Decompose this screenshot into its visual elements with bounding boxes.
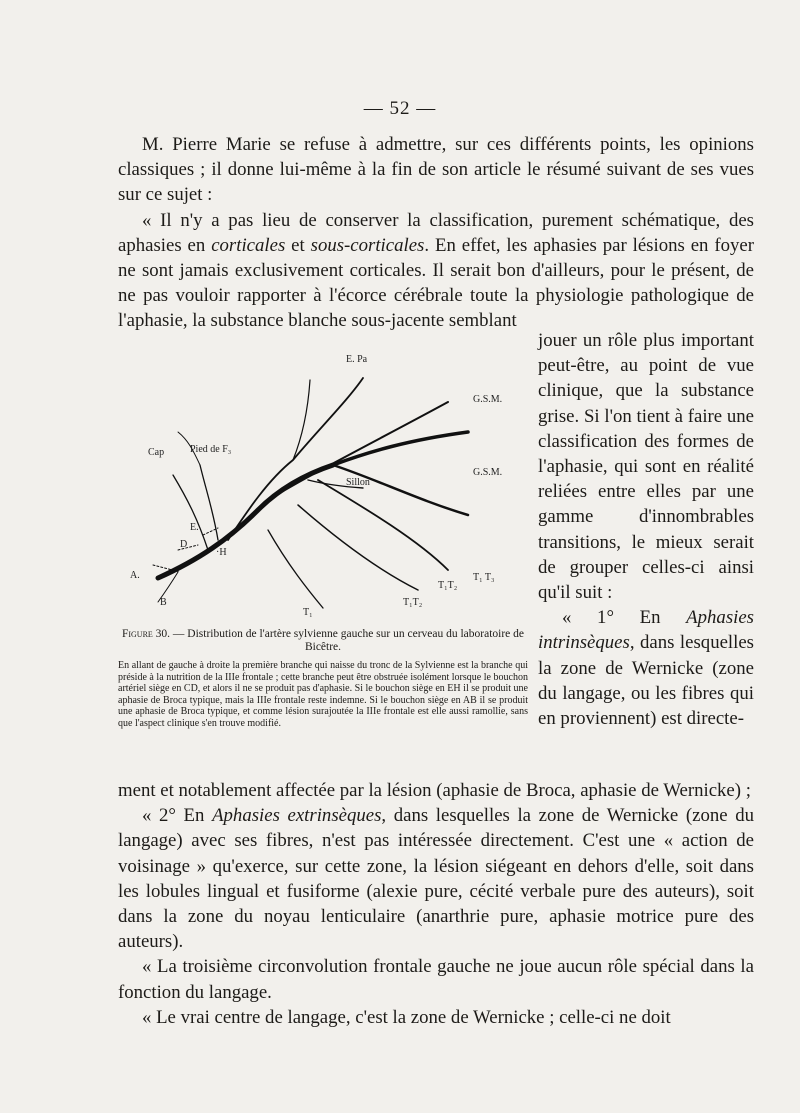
text-block-bottom bbox=[118, 778, 754, 1030]
label-gsm-lower: G.S.M. bbox=[473, 467, 503, 478]
paragraph-1: M. Pierre Marie se refuse à admettre, sur ces différents points, les opinions classiques ; il donne lui-même à la fin de son article le résumé suivant de ses vues sur ce sujet : bbox=[118, 134, 754, 206]
column-paragraph-b-post: , dans lesquelles la zone de Wernicke (zone du langage, ou les fibres qui en proviennent) est directe- bbox=[538, 632, 754, 730]
paragraph-4 bbox=[118, 803, 754, 954]
label-e: E. bbox=[190, 522, 199, 533]
paragraph-4-post: , dans lesquelles la zone de Wernicke (zone du langage) avec ses fibres, n'est pas intéressée directement. C'est une « action de voisinage » qu'exerce, sur cette zone, la lésion siégeant en dehors d'elle, soit dans les lobules lingual et fusiforme (alexie pure, cécité verbale pure des auteurs), soit dans la zone du noyau lenticulaire (anarthrie pure, aphasie motrice pure des auteurs). bbox=[118, 805, 754, 953]
paragraph-6: « Le vrai centre de langage, c'est la zone de Wernicke ; celle-ci ne doit bbox=[142, 1006, 671, 1028]
paragraph-3: ment et notablement affectée par la lésion (aphasie de Broca, aphasie de Wernicke) ; bbox=[118, 780, 751, 801]
label-b: B bbox=[160, 597, 167, 608]
term-aphasies-extrinseques: Aphasies extrinsèques bbox=[212, 805, 382, 827]
label-gsm-upper: G.S.M. bbox=[473, 394, 503, 405]
label-t1: T₁ bbox=[303, 607, 313, 618]
column-paragraph-b bbox=[538, 605, 754, 731]
text-block-top bbox=[118, 132, 754, 334]
paragraph-2-part-a: « Il n'y a pas lieu de conserver la classification, purement schématique, des aphasies en bbox=[118, 209, 754, 256]
column-paragraph-b-pre: « 1° En bbox=[562, 607, 687, 629]
term-corticales: corticales bbox=[211, 234, 286, 256]
figure-legend: En allant de gauche à droite la première branche qui naisse du tronc de la Sylvienne est la branche qui préside à la nutrition de la IIIe frontale ; cette branche peut être obstruée isolément lorsque le bouchon artériel siège en CD, et alors il ne se produit pas d'aphasie. Si le bouchon siège en EH il se produit une aphasie de Broca typique, mais la IIIe frontale reste indemne. Si le bouchon siège en AB il se produit une aphasie de Broca typique, et comme lésion surajoutée la IIIe frontale est elle aussi ramollie, sans que l'aspect clinique s'en trouve modifié. bbox=[118, 660, 528, 729]
figure-caption-title bbox=[118, 628, 528, 654]
paragraph-2-part-b: . En effet, les aphasies par lésions en foyer ne sont jamais exclusivement corticales. Il serait bon d'ailleurs, pour le présent, de ne pas vouloir rapporter à l'écorce cérébrale toute la physiologie pathologique de l'aphasie, la substance blanche sous-jacente semblant bbox=[118, 234, 754, 332]
paragraph-2 bbox=[118, 208, 754, 334]
artery-diagram bbox=[118, 340, 528, 630]
term-aphasies-intrinseques: Aphasies intrinsèques bbox=[538, 607, 754, 654]
paragraph-5: « La troisième circonvolution frontale gauche ne joue aucun rôle spécial dans la fonction du langage. bbox=[118, 956, 754, 1003]
label-sillon: Sillon bbox=[346, 477, 370, 488]
paragraph-2-et: et bbox=[285, 234, 311, 256]
figure-caption-label: Figure 30. bbox=[121, 628, 171, 640]
label-pied-f3: Pied de F₃ bbox=[190, 444, 232, 455]
paragraph-4-pre: « 2° En bbox=[142, 805, 213, 827]
page-number: — 52 — bbox=[363, 98, 437, 119]
label-a: A. bbox=[130, 570, 140, 581]
text-column-right bbox=[538, 328, 754, 731]
label-t1t3: T₁ T₃ bbox=[473, 572, 495, 583]
label-t1t2: T₁T₂ bbox=[438, 580, 458, 591]
label-t1t2-lower: T₁T₂ bbox=[403, 597, 423, 608]
term-sous-corticales: sous-corticales bbox=[310, 234, 425, 256]
column-paragraph-a: jouer un rôle plus important peut-être, au point de vue clinique, que la substance grise. Si l'on tient à faire une classification des formes de l'aphasie, qui sont en réalité reliées entre elles par une gamme d'innombrables transitions, le mieux serait de grouper celles-ci ainsi qu'il suit : bbox=[538, 330, 754, 604]
figure-sylvian-artery bbox=[118, 340, 528, 630]
figure-caption bbox=[118, 628, 528, 729]
label-e-pa: E. Pa bbox=[346, 354, 368, 365]
label-h: ·H bbox=[216, 547, 227, 558]
figure-caption-text: — Distribution de l'artère sylvienne gauche sur un cerveau du laboratoire de Bicêtre. bbox=[170, 628, 525, 653]
label-d: D bbox=[180, 539, 188, 550]
label-cap: Cap bbox=[148, 447, 165, 458]
